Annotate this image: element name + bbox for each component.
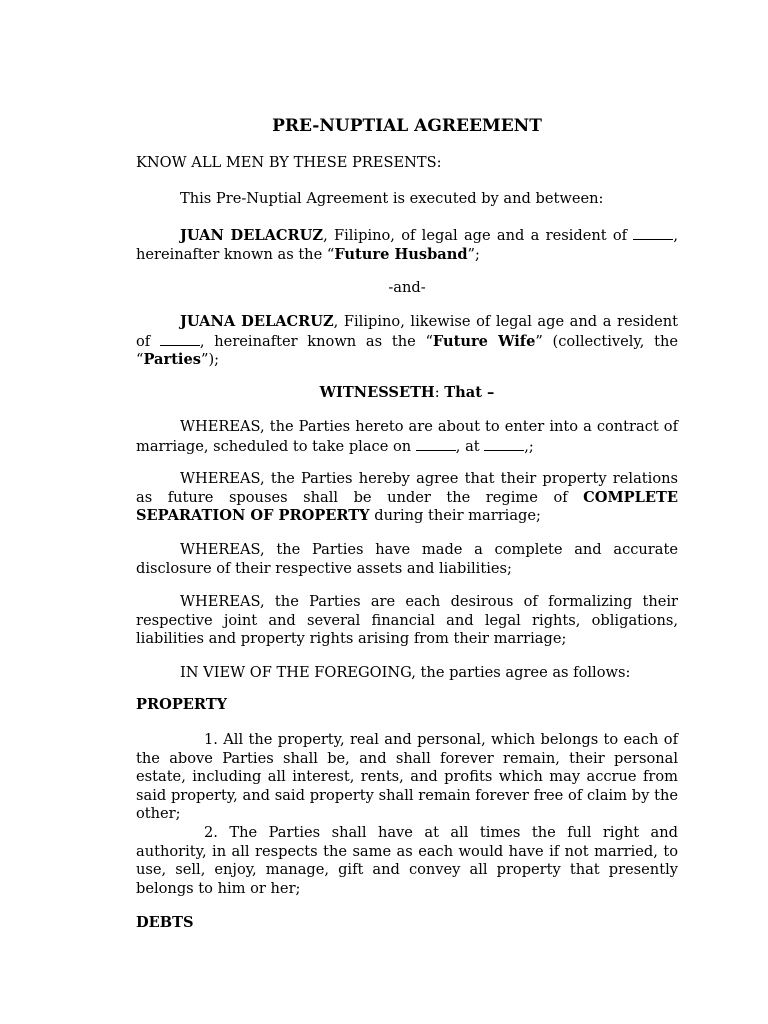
whereas-1-text-c: ,; [524,437,534,455]
wife-name: JUANA DELACRUZ [180,313,334,330]
wife-text-3: ” (collectively, the “ [136,332,678,369]
witnesseth-that: That – [444,384,495,401]
blank-line [416,437,456,451]
property-clause-2: 2. The Parties shall have at all times the full right and authority, in all respects the same as each would have if not married, to use, sell, enjoy, manage, gift and convey all property that presently belongs to him or her; [136,824,678,897]
whereas-4-paragraph: WHEREAS, the Parties are each desirous of formalizing their respective joint and several financial and legal rights, obligations, liabilities and property rights arising from their marriage; [136,593,678,648]
whereas-2-text-c: during their marriage; [369,507,541,525]
whereas-2-paragraph [136,470,678,526]
know-all-line: KNOW ALL MEN BY THESE PRESENTS: [136,154,442,171]
parties-label: Parties [143,351,201,369]
husband-role: Future Husband [334,245,468,263]
witnesseth-line [136,384,678,403]
property-heading [136,696,678,715]
property-heading-text: PROPERTY [136,696,228,713]
wife-paragraph [136,313,678,370]
and-separator: -and- [388,279,426,296]
in-view-line: IN VIEW OF THE FOREGOING, the parties agree as follows: [180,664,631,681]
wife-text-4: ”); [200,351,220,369]
debts-heading-text: DEBTS [136,914,194,931]
whereas-1-text-a: WHEREAS, the Parties hereto are about to enter into a contract of marriage, scheduled to take place on [136,418,678,455]
blank-line [633,226,673,240]
husband-text-2: , hereinafter known as the “ [136,227,679,263]
wife-text-2: , hereinafter known as the “ [199,332,433,350]
whereas-1-text-b: , at [455,437,485,455]
husband-text-1: , Filipino, of legal age and a resident of [323,227,628,244]
husband-paragraph [136,226,678,264]
whereas-2-regime: COMPLETE SEPARATION OF PROPERTY [136,488,678,525]
witnesseth-word: WITNESSETH [319,384,435,401]
blank-line [160,332,200,346]
blank-line [484,437,524,451]
document-title: PRE-NUPTIAL AGREEMENT [272,116,542,136]
executed-line: This Pre-Nuptial Agreement is executed by and between: [180,190,604,207]
whereas-3-paragraph: WHEREAS, the Parties have made a complete and accurate disclosure of their respective assets and liabilities; [136,541,678,577]
whereas-2-text-a: WHEREAS, the Parties hereby agree that their property relations as future spouses shall be under the regime of [136,470,678,506]
husband-text-3: ”; [467,245,480,263]
debts-heading [136,914,678,933]
whereas-1-paragraph [136,418,678,456]
property-clause-1: 1. All the property, real and personal, which belongs to each of the above Parties shall be, and shall forever remain, their personal estate, including all interest, rents, and profits which may accrue from said property, and said property shall remain forever free of claim by the other; [136,731,678,823]
witnesseth-colon: : [434,384,445,401]
wife-role: Future Wife [432,332,536,350]
husband-name: JUAN DELACRUZ [180,227,324,244]
wife-text-1: , Filipino, likewise of legal age and a resident of [136,313,678,350]
